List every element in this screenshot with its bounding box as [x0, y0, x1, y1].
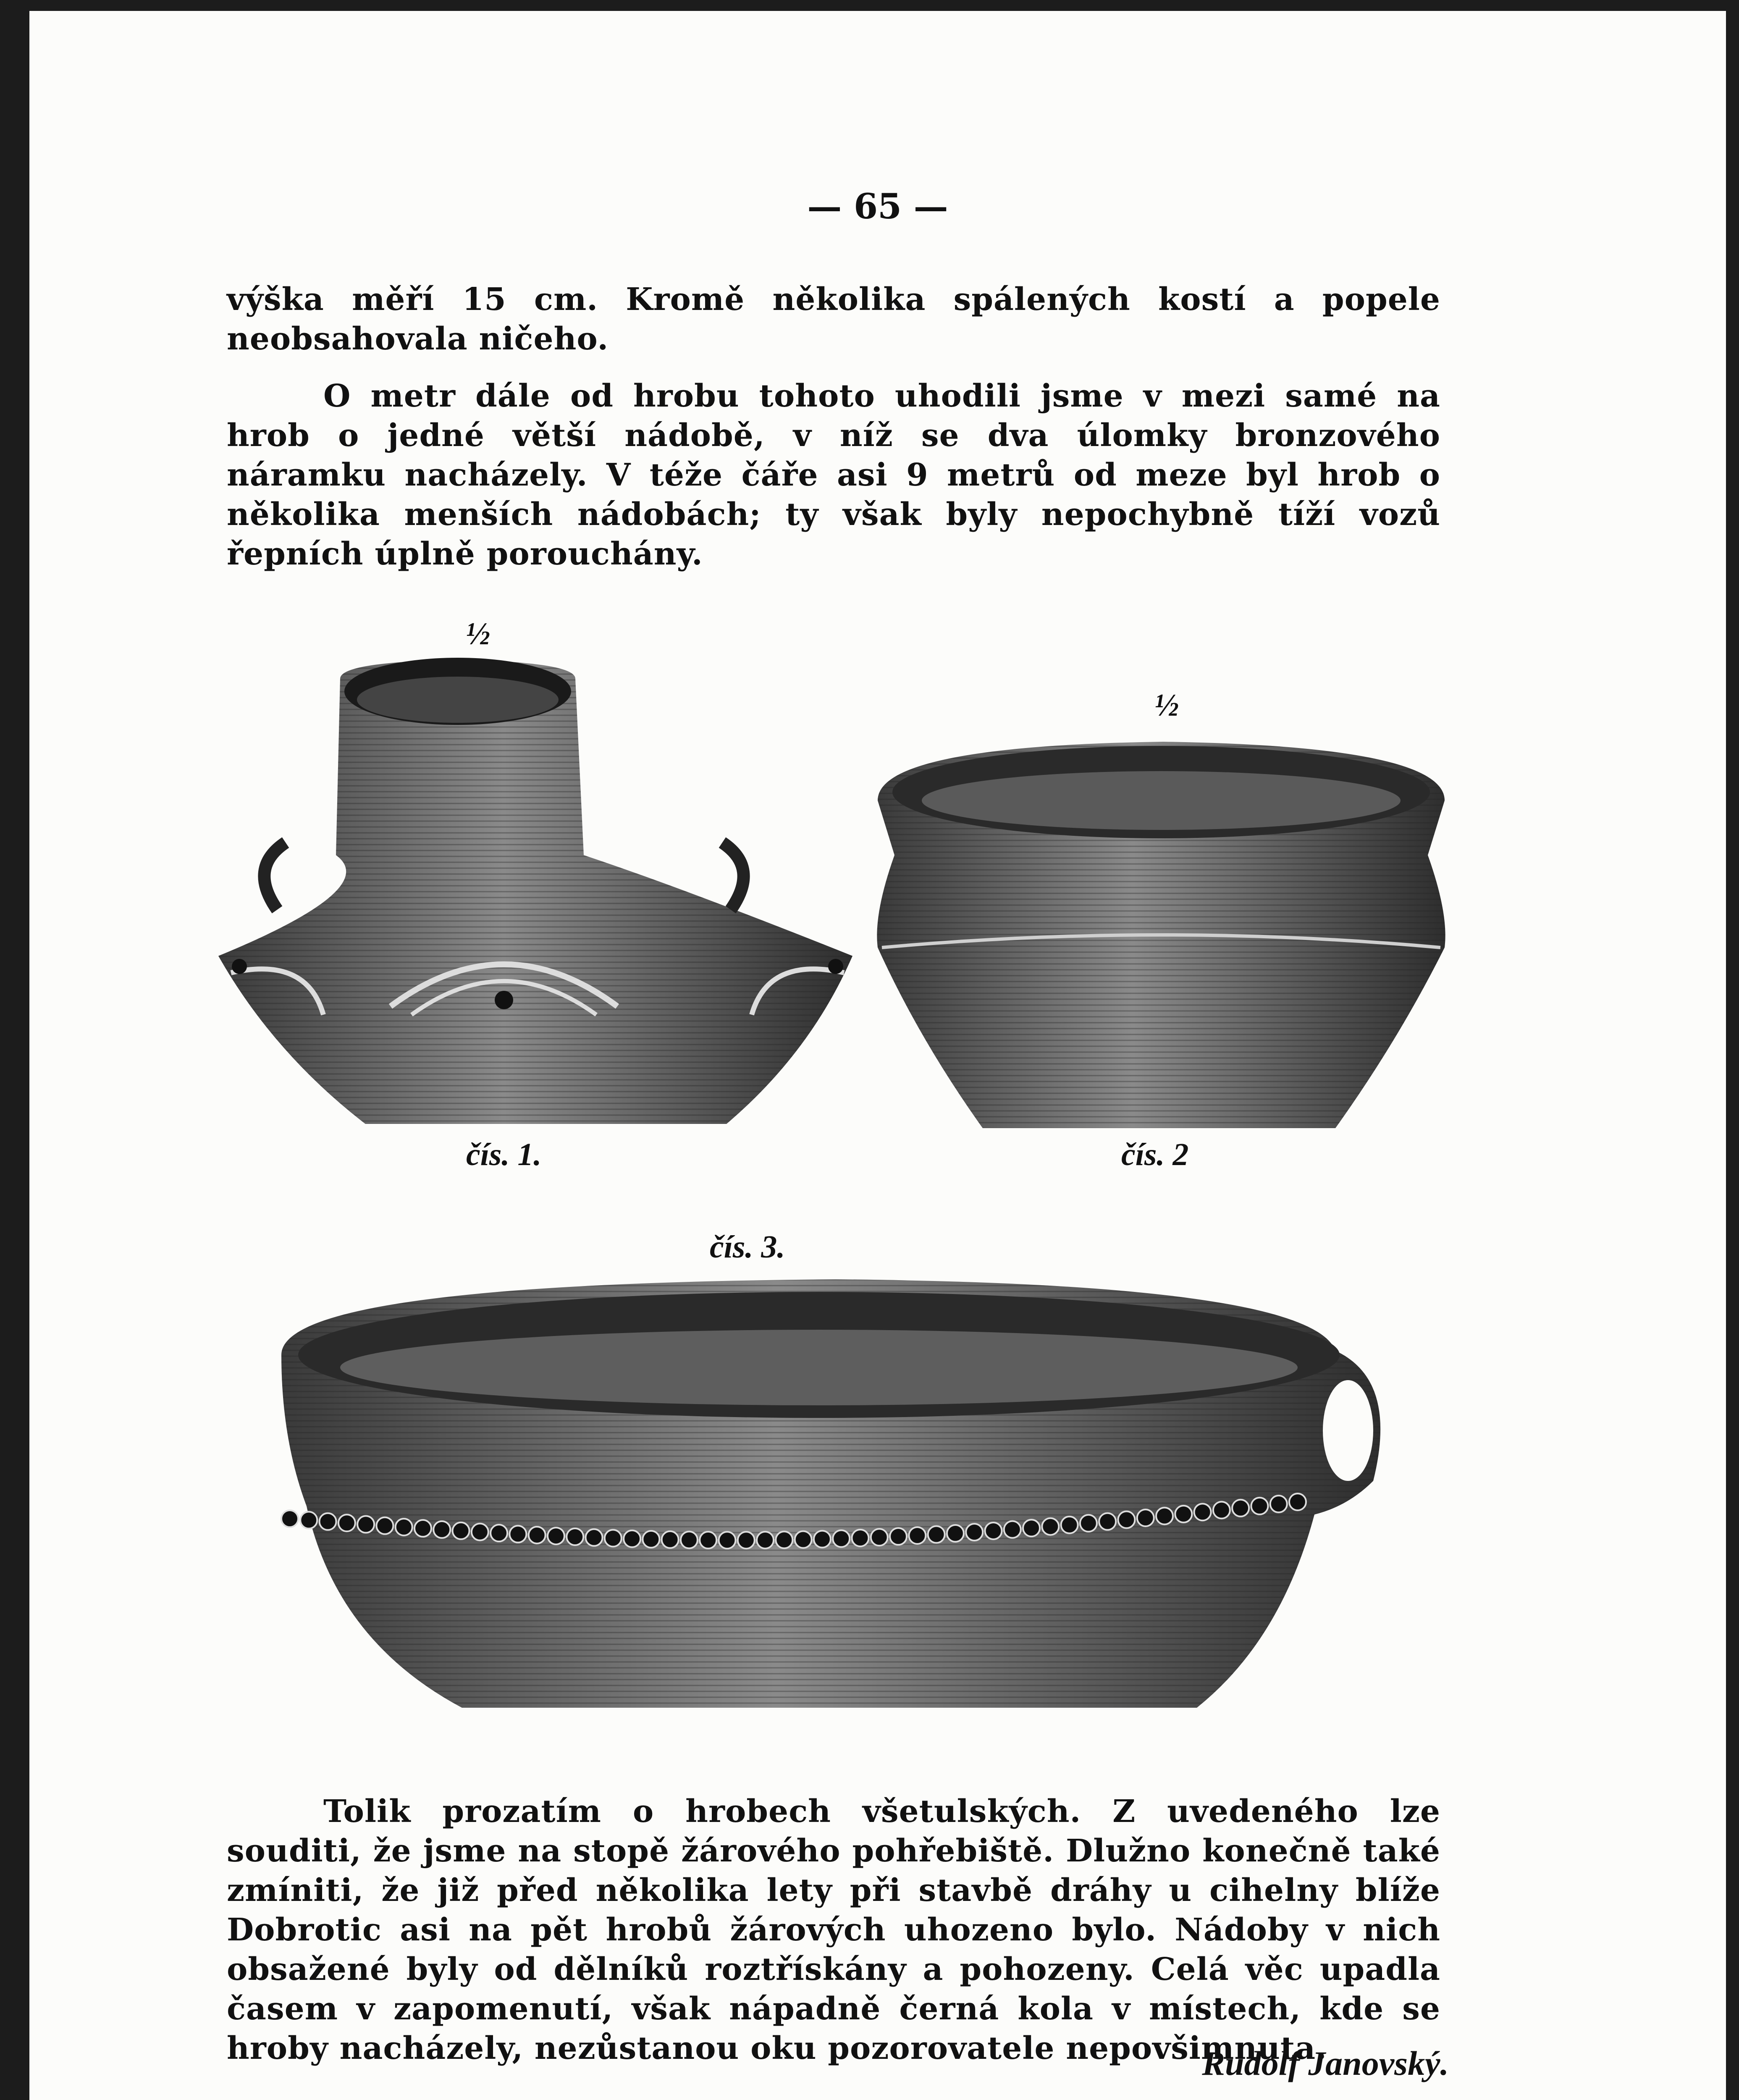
- bead-ornament: [357, 1516, 374, 1533]
- bead-ornament: [320, 1513, 336, 1530]
- bead-ornament: [605, 1530, 622, 1546]
- bead-ornament: [1175, 1506, 1192, 1522]
- paragraph-1: výška měří 15 cm. Kromě několika spálených kostí a popele neobsahovala ničeho.: [227, 281, 1440, 357]
- bead-ornament: [1213, 1502, 1230, 1518]
- bead-ornament: [833, 1530, 850, 1547]
- bead-ornament: [338, 1515, 355, 1531]
- bead-ornament: [852, 1530, 868, 1546]
- bead-ornament: [433, 1521, 450, 1538]
- fig2-scale: ½: [1155, 688, 1179, 723]
- bead-ornament: [1270, 1496, 1287, 1512]
- bead-ornament: [719, 1532, 736, 1549]
- bead-ornament: [757, 1532, 774, 1549]
- bead-ornament: [1194, 1504, 1211, 1520]
- bead-ornament: [985, 1522, 1002, 1539]
- author-signature: Rudolf Janovský.: [1202, 2044, 1449, 2082]
- bead-ornament: [947, 1525, 964, 1542]
- bead-ornament: [396, 1519, 412, 1536]
- bead-ornament: [529, 1527, 546, 1544]
- fig2-caption: čís. 2: [1121, 1137, 1189, 1172]
- bead-ornament: [586, 1529, 603, 1546]
- bead-ornament: [472, 1524, 488, 1541]
- bead-ornament: [795, 1531, 812, 1548]
- bead-ornament: [1099, 1513, 1116, 1530]
- bead-ornament: [1061, 1517, 1078, 1533]
- bead-ornament: [490, 1525, 507, 1541]
- document-page: [29, 11, 1726, 2100]
- bead-ornament: [700, 1532, 716, 1549]
- bead-ornament: [681, 1531, 698, 1548]
- bead-ornament: [643, 1531, 659, 1548]
- page-number: — 65 —: [807, 186, 948, 227]
- bead-ornament: [890, 1528, 907, 1545]
- bead-ornament: [1156, 1508, 1173, 1525]
- bead-ornament: [1042, 1518, 1059, 1535]
- bead-ornament: [1080, 1515, 1097, 1532]
- bead-ornament: [1232, 1500, 1249, 1517]
- bead-ornament: [738, 1532, 755, 1549]
- fig1-scale: ½: [466, 616, 490, 651]
- figure-3-dish-illustration: [273, 1271, 1398, 1712]
- bead-ornament: [1004, 1521, 1021, 1538]
- paragraph-2: O metr dále od hrobu tohoto uhodili jsme v mezi samé na hrob o jedné větší nádobě, v níž se dva úlomky bronzového náramku nacházely. V téže čáře asi 9 metrů od meze byl hrob o několika menších nádobách; ty však byly nepochybně tíží vozů řepních úplně porouchány.: [227, 378, 1440, 572]
- bead-ornament: [376, 1517, 393, 1534]
- bead-ornament: [1023, 1520, 1040, 1536]
- bead-ornament: [281, 1510, 298, 1527]
- bead-ornament: [814, 1531, 831, 1548]
- bead-ornament: [1251, 1498, 1268, 1515]
- figure-2-bowl-illustration: [873, 738, 1449, 1137]
- bead-ornament: [871, 1529, 888, 1546]
- bead-ornament: [909, 1527, 926, 1544]
- bead-ornament: [928, 1526, 945, 1543]
- bead-ornament: [414, 1520, 431, 1537]
- paragraph-3: Tolik prozatím o hrobech všetulských. Z uvedeného lze souditi, že jsme na stopě žárového pohřebiště. Dlužno konečně také zmíniti, že již před několika lety při stavbě dráhy u cihelny blíže Dobrotic asi na pět hrobů žárových uhozeno bylo. Nádoby v nich obsažené byly od dělníků roztřískány a pohozeny. Celá věc upadla časem v zapomenutí, však nápadně černá kola v místech, kde se hroby nacházely, nezůstanou oku pozorovatele nepovšimnuta.: [227, 1793, 1440, 2066]
- bead-ornament: [1289, 1494, 1306, 1510]
- bead-ornament: [548, 1528, 564, 1544]
- figure-1-urn-illustration: [214, 654, 865, 1149]
- fig1-caption: čís. 1.: [466, 1137, 542, 1172]
- bead-ornament: [776, 1531, 792, 1548]
- fig3-caption: čís. 3.: [710, 1229, 785, 1265]
- bead-ornament: [1118, 1511, 1135, 1528]
- bead-ornament: [662, 1531, 679, 1548]
- bead-ornament: [567, 1528, 583, 1545]
- bead-ornament: [624, 1530, 640, 1547]
- bead-ornament: [966, 1524, 983, 1541]
- bead-ornament: [453, 1522, 470, 1539]
- bead-ornament: [1137, 1509, 1154, 1526]
- bead-ornament: [509, 1526, 526, 1543]
- bead-ornament: [300, 1512, 317, 1528]
